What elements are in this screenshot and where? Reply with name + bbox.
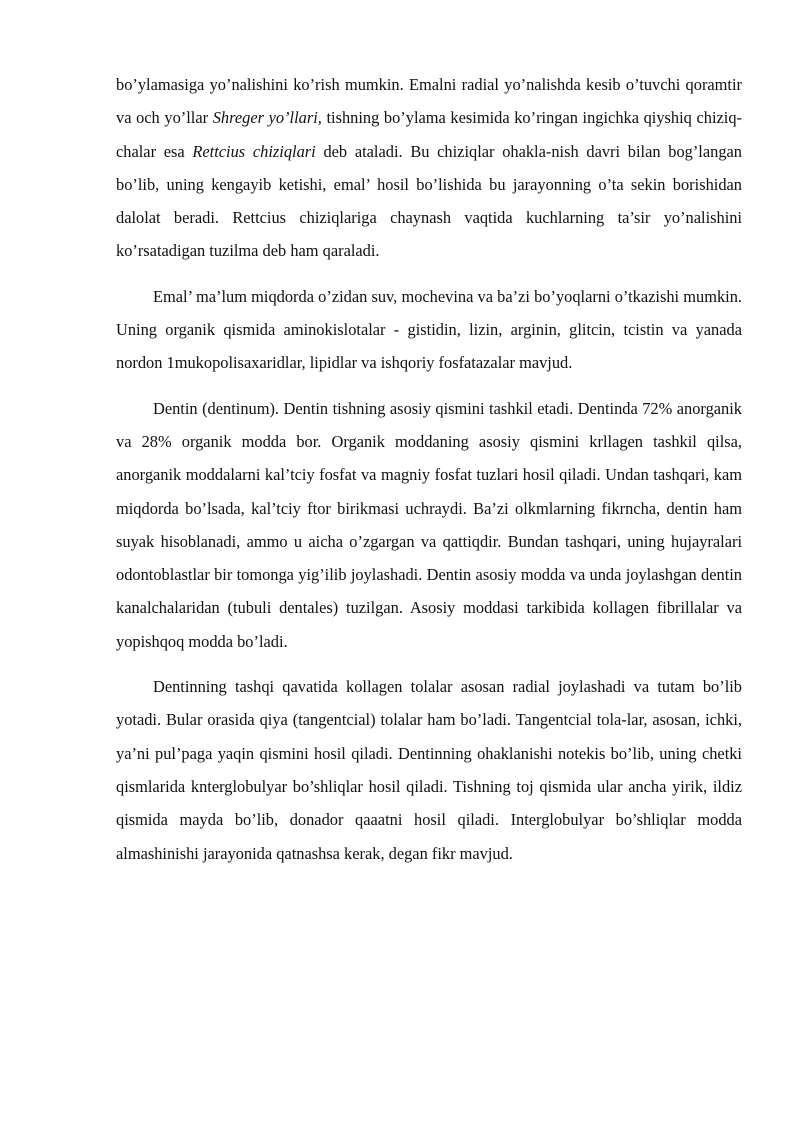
paragraph-text: deb ataladi. Bu chiziqlar ohakla-nish davri bilan bog’langan bo’lib, uning kengayib ketishi, emal’ hosil bo’lishida bu jarayonning o’ta sekin borishidan dalolat beradi. Rettcius chiziqlariga chaynash vaqtida kuchlarning ta’sir yo’nalishini ko’rsatadigan tuzilma deb ham qaraladi. — [116, 141, 742, 261]
paragraph-text: tishning bo’ylama kesimida ko’ringan ingichka qiyshiq chiziq-chalar esa — [116, 108, 743, 161]
paragraph-dentin — [116, 392, 742, 658]
italic-term-rettcius: Rettcius chiziqlari — [192, 141, 316, 161]
paragraph-text: Dentinning tashqi qavatida kollagen tolalar asosan radial joylashadi va tutam bo’lib yotadi. Bular orasida qiya (tangentcial) tolalar ham bo’ladi. Tangentcial tola-lar, asosan, ichki, ya’ni pul’paga yaqin qismini hosil qiladi. Dentinning ohaklanishi notekis bo’lib, uning chetki qismlarida knterglobulyar bo’shliqlar hosil qiladi. Tishning toj qismida ular ancha yirik, ildiz qismida mayda bo’lib, donador qaaatni hosil qiladi. Interglobulyar bo’shliqlar modda almashinishi jarayonida qatnashsa kerak, degan fikr mavjud. — [116, 677, 742, 863]
document-page — [116, 68, 742, 882]
paragraph-text: bo’ylamasiga yo’nalishini ko’rish mumkin. Emalni radial yo’nalishda kesib o’tuvchi qoramtir va och yo’llar — [116, 75, 742, 128]
paragraph-enamel-composition — [116, 280, 742, 380]
paragraph-text: Dentin (dentinum). Dentin tishning asosiy qismini tashkil etadi. Dentinda 72% anorganik va 28% organik modda bor. Organik moddaning asosiy qismini krllagen tashkil qilsa, anorganik moddalarni kal’tciy fosfat va magniy fosfat tuzlari hosil qiladi. Undan tashqari, kam miqdorda bo’lsada, kal’tciy ftor birikmasi uchraydi. Ba’zi olkmlarning fikrncha, dentin ham suyak hisoblanadi, ammo u aicha o’zgargan va qattiqdir. Bundan tashqari, uning hujayralari odontoblastlar bir tomonga yig’ilib joylashadi. Dentin asosiy modda va unda joylashgan dentin kanalchalaridan (tubuli dentales) tuzilgan. Asosiy moddasi tarkibida kollagen fibrillalar va yopishqoq modda bo’ladi. — [116, 398, 742, 651]
paragraph-dentin-layers — [116, 670, 742, 870]
italic-term-shreger: Shreger yo’llari, — [212, 108, 322, 128]
paragraph-text: Emal’ ma’lum miqdorda o’zidan suv, mochevina va ba’zi bo’yoqlarni o’tkazishi mumkin. Uning organik qismida aminokislotalar - gistidin, lizin, arginin, glitcin, tcistin va yanada nordon 1mukopolisaxaridlar, lipidlar va ishqoriy fosfatazalar mavjud. — [116, 286, 742, 373]
paragraph-enamel-lines — [116, 68, 742, 268]
